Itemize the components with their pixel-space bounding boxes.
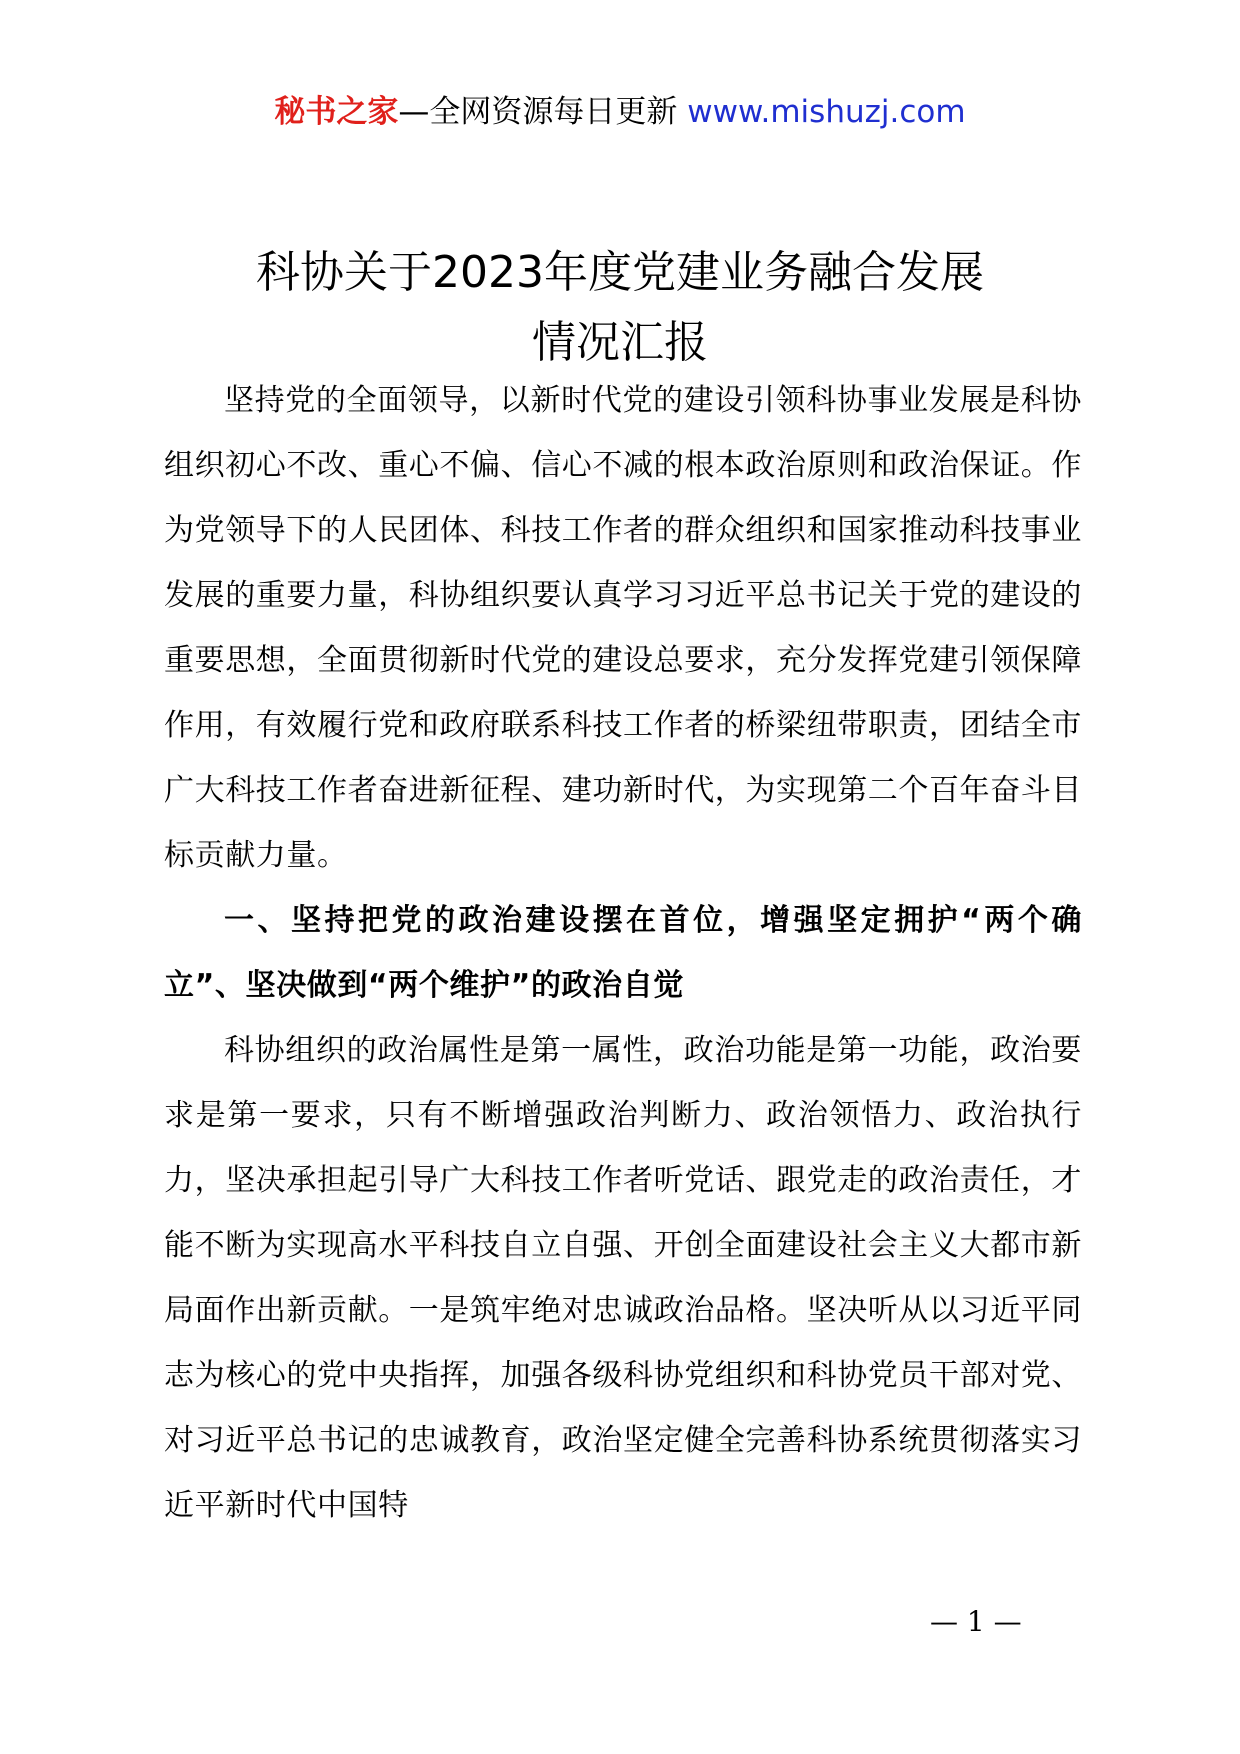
title-line-2: 情况汇报	[532, 317, 708, 368]
header-tagline: —全网资源每日更新	[398, 94, 688, 130]
brand-name: 秘书之家	[274, 94, 399, 130]
site-url-link[interactable]: www.mishuzj.com	[687, 94, 966, 130]
document-title	[0, 238, 1240, 378]
title-line-1: 科协关于2023年度党建业务融合发展	[256, 247, 984, 298]
paragraph-section-1: 科协组织的政治属性是第一属性，政治功能是第一功能，政治要求是第一要求，只有不断增强政治判断力、政治领悟力、政治执行力，坚决承担起引导广大科技工作者听党话、跟党走的政治责任，才能不断为实现高水平科技自立自强、开创全面建设社会主义大都市新局面作出新贡献。一是筑牢绝对忠诚政治品格。坚决听从以习近平同志为核心的党中央指挥，加强各级科协党组织和科协党员干部对党、对习近平总书记的忠诚教育，政治坚定健全完善科协系统贯彻落实习近平新时代中国特	[164, 1033, 1082, 1523]
section-heading-1: 一、坚持把党的政治建设摆在首位，增强坚定拥护“两个确立”、坚决做到“两个维护”的政治自觉	[164, 903, 1082, 1003]
paragraph-intro: 坚持党的全面领导，以新时代党的建设引领科协事业发展是科协组织初心不改、重心不偏、信心不减的根本政治原则和政治保证。作为党领导下的人民团体、科技工作者的群众组织和国家推动科技事业发展的重要力量，科协组织要认真学习习近平总书记关于党的建设的重要思想，全面贯彻新时代党的建设总要求，充分发挥党建引领保障作用，有效履行党和政府联系科技工作者的桥梁纽带职责，团结全市广大科技工作者奋进新征程、建功新时代，为实现第二个百年奋斗目标贡献力量。	[164, 383, 1082, 873]
page-number: — 1 —	[930, 1605, 1022, 1638]
document-body	[164, 368, 1082, 1538]
header-banner	[0, 92, 1240, 132]
